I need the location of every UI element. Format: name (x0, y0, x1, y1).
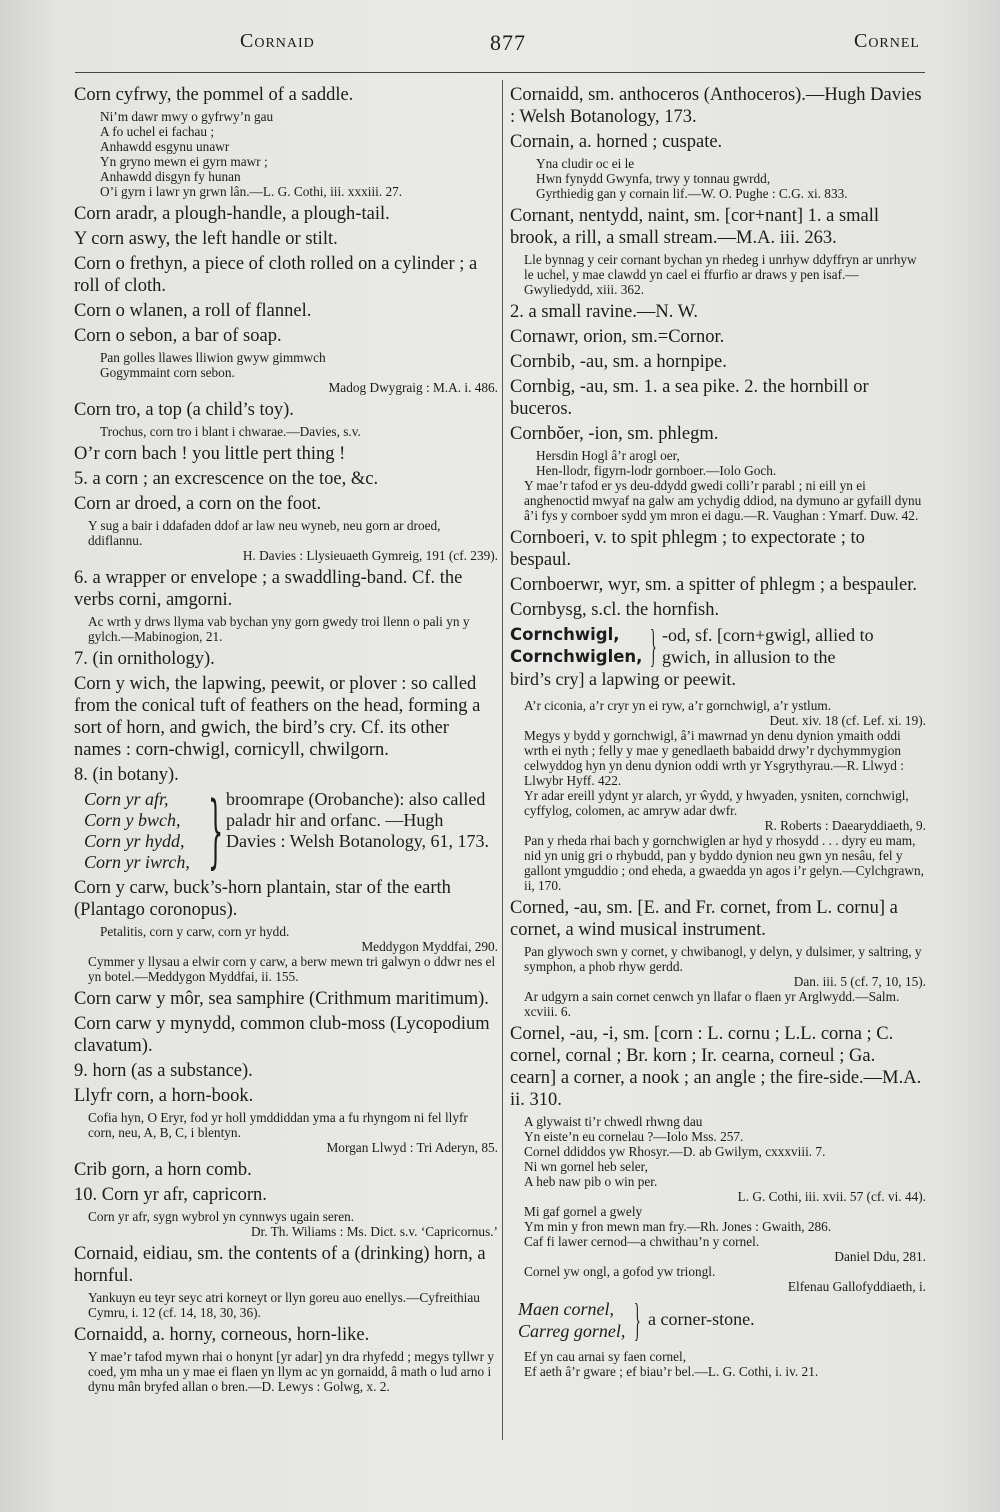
entry: Corn ar droed, a corn on the foot. (74, 494, 322, 514)
entry: Corn tro, a top (a child’s toy). (74, 400, 294, 420)
entry: Llyfr corn, a horn-book. (74, 1086, 254, 1106)
citation: Madog Dwygraig : M.A. i. 486. (328, 380, 498, 395)
botany-name: Corn y bwch, (84, 810, 181, 830)
headword-entry: Cornbib, -au, sm. a hornpipe. (510, 352, 727, 372)
sense: 7. (in ornithology). (74, 649, 215, 669)
citation: Morgan Llwyd : Tri Aderyn, 85. (326, 1140, 498, 1155)
citation: Elfenau Gallofyddiaeth, i. (787, 1279, 926, 1294)
citation: Deut. xiv. 18 (cf. Lef. xi. 19). (769, 713, 926, 728)
paired-headwords (510, 624, 642, 668)
quote-line: Yankuyn eu teyr seyc atri korneyt or llyn goreu auo enellys.—Cyfreithiau Cymru, i. 12 (cf. 14, 18, 30, 36). (88, 1290, 480, 1320)
entry: Corn o wlanen, a roll of flannel. (74, 301, 312, 321)
citation: H. Davies : Llysieuaeth Gymreig, 191 (cf. 239). (242, 548, 498, 563)
quotation (74, 1290, 498, 1320)
quote-line: Yna cludir oc ei le (536, 156, 635, 171)
sense: 8. (in botany). (74, 765, 179, 785)
quotation (510, 698, 926, 893)
quotation (74, 518, 498, 563)
headword-entry: Cornbŏer, -ion, sm. phlegm. (510, 424, 719, 444)
entry: Corn carw y môr, sea samphire (Crithmum maritimum). (74, 989, 489, 1009)
quote-line: A fo uchel ei fachau ; (100, 124, 215, 139)
quote-line: Gyrthiedig gan y cornain lif.—W. O. Pughe : C.G. xi. 833. (536, 186, 848, 201)
left-column (74, 84, 498, 1398)
quote-line: Corn yr afr, sygn wybrol yn cynnwys ugain seren. (88, 1209, 355, 1224)
quote-line: Pan y rheda rhai bach y gornchwiglen ar hyd y rhosydd . . . dyry eu mam, nid yn unig gri o rhybudd, pan y byddo dynion neu gwn yn nesâu, fel y gallont ymguddio ; ond eheda, a gwaedda yn agos i’r gelyn.—Cylchgrawn, ii, 170. (524, 833, 924, 893)
entry: Y corn aswy, the left handle or stilt. (74, 229, 338, 249)
headword-entry: Cornaid, eidiau, sm. the contents of a (drinking) horn, a hornful. (74, 1244, 486, 1286)
paired-headword-entry (510, 620, 926, 694)
headword-entry: Cornant, nentydd, naint, sm. [cor+nant] 1. a small brook, a rill, a small stream.—M.A. iii. 263. (510, 206, 880, 248)
quote-line: Yn gryno mewn ei gyrn mawr ; (100, 154, 268, 169)
quotation (74, 350, 498, 395)
headword-entry: Cornbysg, s.cl. the hornfish. (510, 600, 720, 620)
quote-line: Cornel ddiddos yw Rhosyr.—D. ab Gwilym, cxxxviii. 7. (524, 1144, 826, 1159)
quote-line: Trochus, corn tro i blant i chwarae.—Davies, s.v. (100, 424, 361, 439)
compound-entry (510, 1294, 926, 1346)
quotation (74, 109, 498, 199)
headword: Cornchwigl, (510, 625, 620, 644)
header-left-catchword: Cornaid (240, 30, 315, 52)
sense: 5. a corn ; an excrescence on the toe, &c. (74, 469, 379, 489)
quote-line: Caf fi lawer cernod—a chwithau’n y cornel. (524, 1234, 760, 1249)
quote-line: A glywaist ti’r chwedl rhwng dau (524, 1114, 703, 1129)
headword-entry: Corned, -au, sm. [E. and Fr. cornet, from L. cornu] a cornet, a wind musical instrument. (510, 898, 898, 940)
headword-entry: Cornain, a. horned ; cuspate. (510, 132, 723, 152)
quotation (74, 1349, 498, 1394)
headword-entry: Cornawr, orion, sm.=Cornor. (510, 327, 725, 347)
paired-definition-tail: bird’s cry] a lapwing or peewit. (510, 669, 736, 689)
botany-name: Corn yr iwrch, (84, 852, 190, 872)
quotation (510, 944, 926, 1019)
header-right-catchword: Cornel (853, 30, 920, 52)
quote-line: Lle bynnag y ceir cornant bychan yn rhedeg i unrhyw ddyffryn ar unrhyw le uchel, y mae clawdd yn cael ei ffurfio ar draws y pen isaf.—Gwyliedydd, xiii. 362. (524, 252, 917, 297)
botany-group (74, 784, 498, 877)
quote-line: Cornel yw ongl, a gofod yw triongl. (524, 1264, 716, 1279)
column-divider (502, 80, 503, 1440)
quote-line: O’i gyrn i lawr yn grwn lân.—L. G. Cothi, iii. xxxiii. 27. (100, 184, 403, 199)
headword-entry: Cornaidd, a. horny, corneous, horn-like. (74, 1325, 370, 1345)
quotation (74, 924, 498, 984)
quote-line: Y mae’r tafod er ys deu-ddydd gwedi colli’r parabl ; ni eill yn ei anghenoctid mwyaf na galw am ychydig ddiod, na dymuno ar gyfaill dynu â’i fys y cornboer sydd ym mron ei dagu.—R. Vaughan : Ymarf. Duw. 42. (524, 478, 922, 523)
quote-line: Cymmer y llysau a elwir corn y carw, a berw mewn tri galwyn o ddwr nes el yn botel.—Meddygon Myddfai, ii. 155. (88, 954, 496, 984)
header-rule (75, 72, 925, 73)
headword-entry: Cornboerwr, wyr, sm. a spitter of phlegm ; a bespauler. (510, 575, 917, 595)
compound-definition: a corner-stone. (648, 1309, 755, 1329)
headword: Cornchwiglen, (510, 647, 643, 666)
quote-line: Gogymmaint corn sebon. (100, 365, 235, 380)
quote-line: Yr adar ereill ydynt yr alarch, yr ŵydd, y hwyaden, ysniten, cornchwigl, cyffylog, colomen, ac amryw adar dwfr. (524, 788, 909, 818)
entry: O’r corn bach ! you little pert thing ! (74, 444, 346, 464)
headword-entry: Cornbig, -au, sm. 1. a sea pike. 2. the hornbill or buceros. (510, 377, 869, 419)
citation: R. Roberts : Daearyddiaeth, 9. (764, 818, 926, 833)
quotation (74, 424, 498, 439)
entry: Corn y wich, the lapwing, peewit, or plover : so called from the conical tuft of feathers on the head, forming a sort of horn, and gwich, the bird’s cry. Cf. its other names : corn-chwigl, cornicyll, chwilgorn. (74, 674, 481, 760)
quote-line: Ef aeth â’r gware ; ef biau’r bel.—L. G. Cothi, i. iv. 21. (524, 1364, 819, 1379)
running-header (60, 30, 940, 64)
citation: Dan. iii. 5 (cf. 7, 10, 15). (793, 974, 926, 989)
botany-name: Corn yr afr, (84, 789, 169, 809)
quotation (510, 1114, 926, 1294)
quotation (74, 614, 498, 644)
entry: Corn carw y mynydd, common club-moss (Lycopodium clavatum). (74, 1014, 490, 1056)
quote-line: Y mae’r tafod mywn rhai o honynt [yr adar] yn dra rhyfedd ; megys tyllwr y coed, ym mha un y mae ei flaen yn llym ac yn gornaidd, â math o lud arno i dynu mân bryfed allan o bren.—D. Lewys : Golwg, x. 2. (88, 1349, 495, 1394)
quote-line: Hen-llodr, figyrn-lodr gornboer.—Iolo Goch. (536, 463, 777, 478)
sense: 10. Corn yr afr, capricorn. (74, 1185, 267, 1205)
botany-names (84, 789, 190, 873)
quote-line: A heb naw pib o win per. (524, 1174, 658, 1189)
quotation (510, 448, 926, 523)
quotation (510, 1349, 926, 1379)
quote-line: Mi gaf gornel a gwely (524, 1204, 643, 1219)
quote-line: Ar udgyrn a sain cornet cenwch yn llafar o flaen yr Arglwydd.—Salm. xcviii. 6. (524, 989, 900, 1019)
quote-line: Anhawdd disgyn fy hunan (100, 169, 241, 184)
entry: Corn y carw, buck’s-horn plantain, star of the earth (Plantago coronopus). (74, 878, 451, 920)
paired-definition: -od, sf. [corn+gwigl, allied to gwich, in allusion to the (662, 625, 874, 667)
quote-line: A’r ciconia, a’r cryr yn ei ryw, a’r gornchwigl, a’r ystlum. (524, 698, 832, 713)
quote-line: Petalitis, corn y carw, corn yr hydd. (100, 924, 290, 939)
quotation (510, 252, 926, 297)
entry: Crib gorn, a horn comb. (74, 1160, 252, 1180)
headword-entry: Cornel, -au, -i, sm. [corn : L. cornu ; L.L. corna ; C. cornel, cornal ; Br. korn ; Ir. cearna, corneul ; Ga. cearn] a corner, a nook ; an angle ; the fire-side.—M.A. ii. 310. (510, 1024, 922, 1110)
quote-line: Ni’m dawr mwy o gyfrwy’n gau (100, 109, 274, 124)
citation: Dr. Th. Wiliams : Ms. Dict. s.v. ‘Capricornus.’ (250, 1224, 498, 1239)
quotation (74, 1110, 498, 1155)
headword-entry: Cornaidd, sm. anthoceros (Anthoceros).—Hugh Davies : Welsh Botanology, 173. (510, 85, 922, 127)
headword-entry: Cornboeri, v. to spit phlegm ; to expectorate ; to bespaul. (510, 528, 865, 570)
citation: Meddygon Myddfai, 290. (361, 939, 498, 954)
quote-line: Y sug a bair i ddafaden ddof ar law neu wyneb, neu gorn ar droed, ddiflannu. (88, 518, 441, 548)
quotation (74, 1209, 498, 1239)
brace: } (634, 1294, 641, 1345)
compound-name: Carreg gornel, (518, 1321, 626, 1341)
botany-name: Corn yr hydd, (84, 831, 185, 851)
quote-line: Yn eiste’n eu cornelau ?—Iolo Mss. 257. (524, 1129, 744, 1144)
quote-line: Ef yn cau arnai sy faen cornel, (524, 1349, 687, 1364)
quote-line: Megys y bydd y gornchwigl, â’i mawrnad yn denu dynion ymaith oddi wrth ei nyth ; felly y mae y genedlaeth babaidd drwy’r dychymmygion celwyddog hyn yn denu dynion oddi wrth yr Ysgrythyrau.—R. Llwyd : Llwybr Hyff. 422. (524, 728, 904, 788)
entry: Corn cyfrwy, the pommel of a saddle. (74, 85, 354, 105)
citation: Daniel Ddu, 281. (834, 1249, 926, 1264)
quote-line: Ac wrth y drws llyma vab bychan yny gorn gwedy troi llenn o pali yn y gylch.—Mabinogion, 21. (88, 614, 470, 644)
quote-line: Pan golles llawes lliwion gwyw gimmwch (100, 350, 326, 365)
botany-definition: broomrape (Orobanche): also called paladr hir and orfanc. —Hugh Davies : Welsh Botanology, 61, 173. (226, 789, 490, 851)
sense: 9. horn (as a substance). (74, 1061, 253, 1081)
sense: 2. a small ravine.—N. W. (510, 302, 699, 322)
quote-line: Ym min y fron mewn man fry.—Rh. Jones : Gwaith, 286. (524, 1219, 832, 1234)
quote-line: Hwn fynydd Gwynfa, trwy y tonnau gwrdd, (536, 171, 771, 186)
quote-line: Cofia hyn, O Eryr, fod yr holl ymddiddan yma a fu rhyngom ni fel llyfr corn, neu, A, B, C, i blentyn. (88, 1110, 468, 1140)
compound-names (518, 1298, 625, 1342)
entry: Corn o sebon, a bar of soap. (74, 326, 282, 346)
brace: } (208, 784, 224, 877)
citation: L. G. Cothi, iii. xvii. 57 (cf. vi. 44). (737, 1189, 926, 1204)
compound-name: Maen cornel, (518, 1299, 614, 1319)
quote-line: Pan glywoch swn y cornet, y chwibanogl, y delyn, y dulsimer, y saltring, y symphon, a phob rhyw gerdd. (524, 944, 922, 974)
entry: Corn o frethyn, a piece of cloth rolled on a cylinder ; a roll of cloth. (74, 254, 478, 296)
right-column (510, 84, 926, 1383)
sense: 6. a wrapper or envelope ; a swaddling-band. Cf. the verbs corni, amgorni. (74, 568, 463, 610)
brace: } (650, 620, 657, 671)
quotation (510, 156, 926, 201)
page-number: 877 (490, 30, 526, 55)
quote-line: Hersdin Hogl â’r arogl oer, (536, 448, 680, 463)
quote-line: Ni wn gornel heb seler, (524, 1159, 648, 1174)
quote-line: Anhawdd esgynu unawr (100, 139, 230, 154)
entry: Corn aradr, a plough-handle, a plough-tail. (74, 204, 390, 224)
